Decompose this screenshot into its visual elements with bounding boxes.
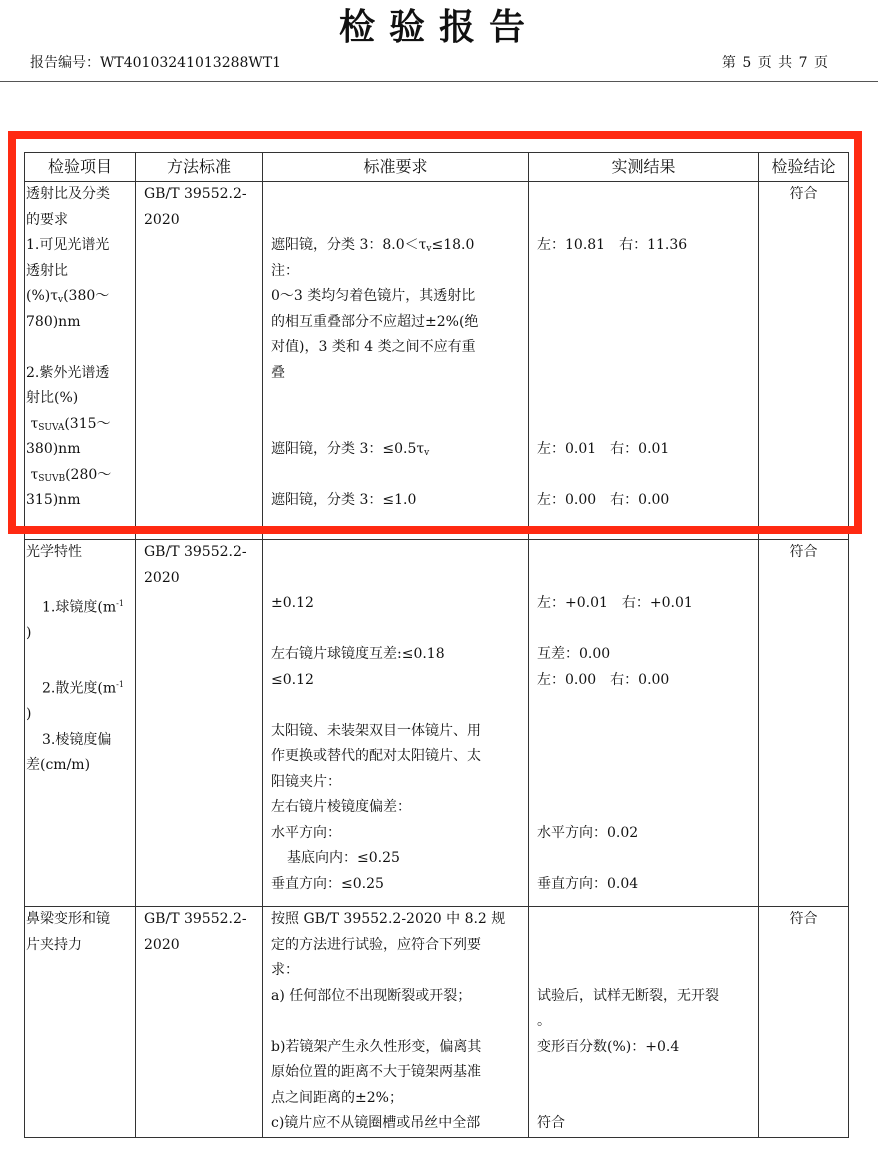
cell-result: 左：10.81 右：11.36 左：0.01 右：0.01 左：0.00 右：0.00 [529,182,759,540]
cell-item: 鼻梁变形和镜 片夹持力 [25,907,136,1138]
header-divider [0,81,878,82]
table-row [25,907,849,1138]
report-title: 检验报告 [338,7,539,48]
page-indicator: 第 5 页 共 7 页 [721,55,828,71]
cell-result: 左：+0.01 右：+0.01 互差：0.00 左：0.00 右：0.00 水平方向：0.02 垂直方向：0.04 [529,540,759,907]
cell-conclusion: 符合 [759,907,849,1138]
col-header-method: 方法标准 [136,153,263,182]
cell-conclusion: 符合 [759,182,849,540]
cell-result: 试验后，试样无断裂，无开裂 。 变形百分数(%)：+0.4 符合 [529,907,759,1138]
cell-item: 光学特性 1.球镜度($m^{-1}$ ) 2.散光度($m^{-1}$ ) 3.棱镜度偏 差(cm/m) [25,540,136,907]
cell-requirement: 按照 GB/T 39552.2-2020 中 8.2 规 定的方法进行试验，应符合下列要 求： a) 任何部位不出现断裂或开裂； b)若镜架产生永久性形变，偏离其 原始位置的距离不大于镜架两基准 点之间距离的±2%； c)镜片应不从镜圈槽或吊丝中全部 [263,907,529,1138]
col-header-item: 检验项目 [25,153,136,182]
cell-method: GB/T 39552.2- 2020 [136,540,263,907]
inspection-table [24,152,849,1138]
cell-method: GB/T 39552.2- 2020 [136,182,263,540]
cell-method: GB/T 39552.2- 2020 [136,907,263,1138]
cell-item: 透射比及分类 的要求 1.可见光谱光 透射比 $(\%)\tau_v(380\sim$ 780)nm 2.紫外光谱透 射比(%) $\tau_{SUVA}(315\sim$ 380)nm $\tau_{SUVB}(280\sim$ 315)nm [25,182,136,540]
col-header-conclusion: 检验结论 [759,153,849,182]
cell-requirement: 遮阳镜，分类 3：$8.0<\tau_v\le 18.0$ 注： 0～3 类均匀着色镜片，其透射比 的相互重叠部分不应超过±2%(绝 对值)，3 类和 4 类之间不应有重 叠 遮阳镜，分类 3：$\le 0.5\tau_v$ 遮阳镜，分类 3：≤1.0 [263,182,529,540]
table-row [25,182,849,540]
col-header-result: 实测结果 [529,153,759,182]
table-header-row [25,153,849,182]
table-row [25,540,849,907]
report-number: 报告编号：WT40103241013288WT1 [30,55,282,71]
cell-requirement: ±0.12 左右镜片球镜度互差:≤0.18 ≤0.12 太阳镜、未装架双目一体镜片、用 作更换或替代的配对太阳镜片、太 阳镜夹片： 左右镜片棱镜度偏差： 水平方向： 基底向内：≤0.25 垂直方向：≤0.25 [263,540,529,907]
col-header-requirement: 标准要求 [263,153,529,182]
cell-conclusion: 符合 [759,540,849,907]
